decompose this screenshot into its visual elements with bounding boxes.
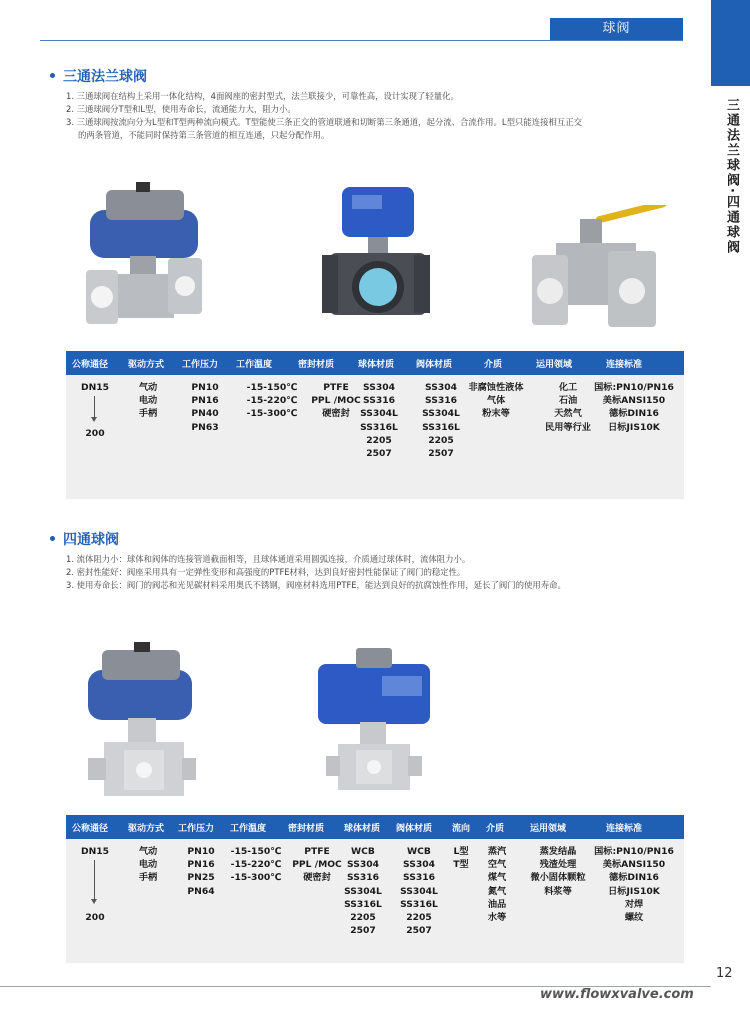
section1-spec-table [66,351,684,499]
electric-four-way-valve-photo [312,646,437,796]
header-divider [40,40,683,41]
section1-description: 1. 三通球阀在结构上采用一体化结构，4面阀座的密封型式，法兰联接少，可靠性高，设计实现了轻量化。 2. 三通球阀分T型和L型，使用寿命长，流通能力大，阻力小。 3. 三通球阀按流向分为L型和T型两种流向模式。T型能使三条正交的管道联通和切断第三条通道，起分流、合流作用。L型只能连接相互正交 的两条管道，不能同时保持第三条管道的相互连通，只起分配作用。 [66,91,582,140]
medium-column: 非腐蚀性液体 气体 粉末等 [468,382,524,420]
table-header: 公称通径 驱动方式 工作压力 工作温度 密封材质 球体材质 阀体材质 介质 运用领域 连接标准 [66,351,684,375]
standard-column: 国标:PN10/PN16 美标ANSI150 德标DIN16 日标JIS10K 对焊 螺纹 [594,846,674,923]
section2-description: 1. 流体阻力小：球体和阀体的连接管道截面相等，且球体通道采用圆弧连接，介质通过球体时，流体阻力小。 2. 密封性能好：阀座采用具有一定弹性变形和高强度的PTFE材料，达到良好密封性能保证了阀门的稳定性。 3. 使用寿命长：阀门的阀芯和光见碳材料采用奥氏不锈钢，阀座材料选用PTFE，能达到良好的抗腐蚀性作用，延长了阀门的使用寿命。 [66,554,566,590]
page-number: 12 [716,966,733,981]
size-column-end: 200 [85,912,105,923]
temperature-column: -15-150℃ -15-220℃ -15-300℃ [246,382,298,420]
seal-column: PTFE PPL /MOC 硬密封 [292,846,342,884]
pneumatic-four-way-valve-photo [84,642,196,802]
pressure-column: PN10 PN16 PN40 PN63 [191,382,219,433]
range-arrow-line [94,396,95,419]
electric-three-way-valve-photo [322,183,430,335]
size-column: DN15 [80,382,110,393]
seal-column: PTFE PPL /MOC 硬密封 [311,382,361,420]
ball-material-column: SS304 SS316 SS304L SS316L 2205 2507 [360,382,398,459]
drive-column: 气动 电动 手柄 [138,382,158,420]
table-header: 公称通径 驱动方式 工作压力 工作温度 密封材质 球体材质 阀体材质 流向 介质 运用领域 连接标准 [66,815,684,839]
section1-title: 三通法兰球阀 [50,66,147,86]
section2-spec-table [66,815,684,963]
section2-title: 四通球阀 [50,529,119,549]
bullet-dot [50,536,55,541]
body-material-column: WCB SS304 SS316 SS304L SS316L 2205 2507 [400,846,438,937]
drive-column: 气动 电动 手柄 [138,846,158,884]
medium-column: 蒸汽 空气 煤气 氮气 油品 水等 [487,846,507,923]
flow-column: L型 T型 [453,846,469,871]
size-column: DN15 [80,846,110,857]
standard-column: 国标:PN10/PN16 美标ANSI150 德标DIN16 日标JIS10K [594,382,674,433]
pressure-column: PN10 PN16 PN25 PN64 [187,846,215,897]
side-vertical-title: 三通法兰球阀·四通球阀 [724,98,739,255]
field-column: 化工 石油 天然气 民用等行业 [545,382,591,433]
footer-website[interactable]: www.flowxvalve.com [540,987,694,1002]
bullet-dot [50,73,55,78]
category-tab: 球阀 [550,18,683,40]
pneumatic-three-way-valve-photo [80,178,210,333]
manual-three-way-valve-photo [528,205,673,337]
side-bar-accent [711,0,750,86]
ball-material-column: WCB SS304 SS316 SS304L SS316L 2205 2507 [344,846,382,937]
size-column-end: 200 [85,428,105,439]
temperature-column: -15-150℃ -15-220℃ -15-300℃ [230,846,282,884]
range-arrow-icon [91,899,97,904]
field-column: 蒸发结晶 残渣处理 微小固体颗粒 料浆等 [530,846,586,897]
range-arrow-line [94,860,95,900]
range-arrow-icon [91,417,97,422]
body-material-column: SS304 SS316 SS304L SS316L 2205 2507 [422,382,460,459]
